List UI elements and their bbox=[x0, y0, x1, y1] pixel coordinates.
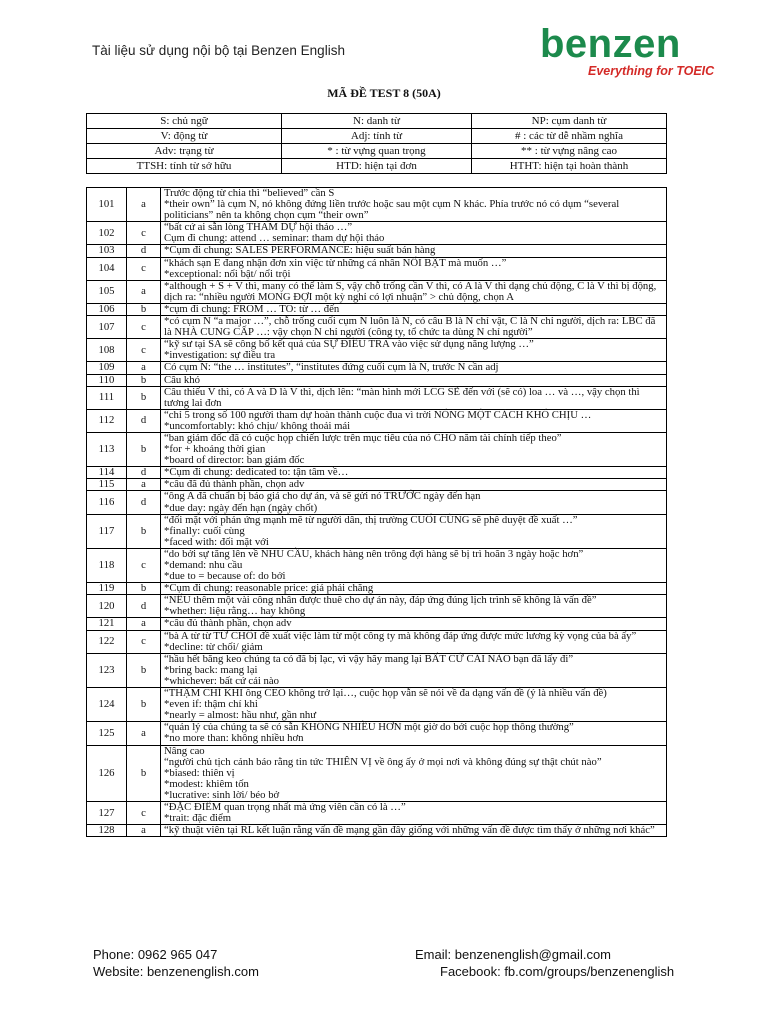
question-number: 103 bbox=[87, 245, 127, 257]
question-number: 110 bbox=[87, 374, 127, 386]
explanation-line: Nâng cao bbox=[164, 744, 205, 757]
explanation-line: “NẾU thêm một vài công nhân được thuê cho dự án này, đáp ứng đúng lịch trình sẽ không là vấn đề” bbox=[164, 594, 597, 607]
explanation-cell bbox=[161, 801, 667, 824]
explanation-line: “do bởi sự tăng lên về NHU CẦU, khách hàng nên trông đợi hàng sẽ bị trì hoãn 3 ngày hoặc hơn” bbox=[164, 547, 584, 560]
page-title: MÃ ĐỀ TEST 8 (50A) bbox=[327, 86, 441, 100]
legend-cell: ** : từ vựng nâng cao bbox=[472, 144, 667, 159]
question-number: 127 bbox=[87, 801, 127, 824]
question-number: 115 bbox=[87, 479, 127, 491]
answer-row bbox=[87, 316, 667, 339]
explanation-cell bbox=[161, 583, 667, 595]
answer-key: a bbox=[127, 479, 161, 491]
answer-row bbox=[87, 595, 667, 618]
explanation-line: *due to = because of: do bởi bbox=[164, 570, 286, 583]
explanation-line: *demand: nhu cầu bbox=[164, 559, 243, 571]
answer-key: c bbox=[127, 630, 161, 653]
explanation-cell bbox=[161, 303, 667, 315]
legend-row bbox=[87, 144, 667, 159]
answer-key: a bbox=[127, 362, 161, 374]
explanation-line: *investigation: sự điều tra bbox=[164, 349, 276, 362]
question-number: 111 bbox=[87, 386, 127, 409]
answer-key: d bbox=[127, 491, 161, 514]
answer-key: d bbox=[127, 409, 161, 432]
question-number: 116 bbox=[87, 491, 127, 514]
explanation-line: “khách sạn E đang nhận đơn xin việc từ những cá nhân NỔI BẬT mà muốn …” bbox=[164, 256, 507, 269]
explanation-line: *no more than: không nhiều hơn bbox=[164, 732, 304, 745]
explanation-line: *their own” là cụm N, nó không đứng liền trước hoặc sau một cụm N khác. Phía trước nó có dụm “several politicians” nên ta không chọn cụm “their own” bbox=[164, 198, 620, 222]
question-number: 117 bbox=[87, 514, 127, 548]
legend-cell: S: chủ ngữ bbox=[87, 114, 282, 129]
explanation-cell bbox=[161, 316, 667, 339]
explanation-cell bbox=[161, 548, 667, 582]
answer-key: b bbox=[127, 432, 161, 466]
explanation-line: *uncomfortably: khó chịu/ không thoải mái bbox=[164, 419, 351, 432]
answer-row bbox=[87, 630, 667, 653]
explanation-line: *câu đã đủ thành phần, chọn adv bbox=[164, 478, 305, 491]
answer-row bbox=[87, 432, 667, 466]
explanation-line: *finally: cuối cùng bbox=[164, 524, 245, 537]
explanation-cell bbox=[161, 514, 667, 548]
explanation-cell bbox=[161, 386, 667, 409]
explanation-line: *bring back: mang lại bbox=[164, 663, 258, 676]
answer-row bbox=[87, 825, 667, 837]
answer-key: c bbox=[127, 548, 161, 582]
question-number: 125 bbox=[87, 722, 127, 745]
answer-key: a bbox=[127, 722, 161, 745]
answer-row bbox=[87, 386, 667, 409]
question-number: 119 bbox=[87, 583, 127, 595]
answer-key: b bbox=[127, 583, 161, 595]
answer-key: c bbox=[127, 222, 161, 245]
question-number: 118 bbox=[87, 548, 127, 582]
answer-row bbox=[87, 188, 667, 222]
question-number: 113 bbox=[87, 432, 127, 466]
logo-wordmark: benzen bbox=[540, 22, 681, 66]
explanation-line: “kỹ sư tại SA sẽ công bố kết quả của SỰ ĐIỀU TRA vào việc sử dụng năng lượng …” bbox=[164, 338, 534, 351]
explanation-line: *faced with: đối mặt với bbox=[164, 535, 269, 548]
explanation-line: Câu khó bbox=[164, 373, 200, 386]
explanation-line: “đối mặt với phản ứng mạnh mẽ từ người dân, thị trường CUỐI CÙNG sẽ phê duyệt đề xuất …” bbox=[164, 513, 578, 526]
explanation-cell bbox=[161, 339, 667, 362]
explanation-line: “kỹ thuật viên tại RL kết luận rằng vấn đề mạng gần đây giống với những vấn đề được tìm thấy ở những nơi khác” bbox=[164, 824, 655, 837]
question-number: 109 bbox=[87, 362, 127, 374]
answer-key: a bbox=[127, 280, 161, 303]
explanation-line: “ĐẶC ĐIỂM quan trọng nhất mà ứng viên cần có là …” bbox=[164, 800, 406, 813]
explanation-line: *whether: liệu rằng… hay không bbox=[164, 605, 306, 618]
answer-table bbox=[86, 187, 667, 837]
legend-cell: NP: cụm danh từ bbox=[472, 114, 667, 129]
explanation-line: *có cụm N “a major …”, chỗ trống cuối cụm N luôn là N, có câu B là N chỉ vật, C là N chỉ người, dịch ra: LBC đã là NHÀ CUNG CẤP …: vậy chọn N chỉ người (công ty, tổ chức ta dùng N chỉ người” bbox=[164, 315, 656, 339]
explanation-line: “người chủ tịch cảnh báo rằng tin tức THIÊN VỊ về ông ấy ở mọi nơi và không đúng sự thật chút nào” bbox=[164, 755, 602, 768]
question-number: 101 bbox=[87, 188, 127, 222]
answer-key: c bbox=[127, 339, 161, 362]
explanation-line: *lucrative: sinh lời/ béo bở bbox=[164, 788, 280, 801]
explanation-cell bbox=[161, 245, 667, 257]
explanation-line: “hầu hết băng keo chúng ta có đã bị lạc, vì vậy hãy mang lại BẤT CỨ CÁI NÀO bạn đã lấy đi” bbox=[164, 652, 574, 665]
answer-row bbox=[87, 653, 667, 687]
footer-email: Email: benzenenglish@gmail.com bbox=[415, 947, 612, 962]
question-number: 128 bbox=[87, 825, 127, 837]
explanation-line: Có cụm N: “the … institutes”, “institutes đứng cuối cụm là N, trước N cần adj bbox=[164, 361, 499, 374]
explanation-line: *trait: đặc điểm bbox=[164, 812, 232, 825]
question-number: 123 bbox=[87, 653, 127, 687]
legend-table bbox=[86, 113, 667, 174]
explanation-cell bbox=[161, 257, 667, 280]
explanation-cell bbox=[161, 374, 667, 386]
explanation-cell bbox=[161, 432, 667, 466]
legend-cell: Adv: trạng từ bbox=[87, 144, 282, 159]
footer-website: Website: benzenenglish.com bbox=[93, 964, 259, 979]
legend-cell: # : các từ dễ nhầm nghĩa bbox=[472, 129, 667, 144]
benzen-logo bbox=[540, 22, 720, 82]
answer-key: b bbox=[127, 514, 161, 548]
answer-row bbox=[87, 303, 667, 315]
explanation-line: *whichever: bất cứ cái nào bbox=[164, 674, 279, 687]
answer-key: b bbox=[127, 374, 161, 386]
question-number: 126 bbox=[87, 745, 127, 801]
explanation-cell bbox=[161, 222, 667, 245]
footer-phone: Phone: 0962 965 047 bbox=[93, 947, 218, 962]
document-note: Tài liệu sử dụng nội bộ tại Benzen English bbox=[92, 43, 345, 58]
answer-row bbox=[87, 548, 667, 582]
answer-key: b bbox=[127, 745, 161, 801]
answer-row bbox=[87, 374, 667, 386]
explanation-cell bbox=[161, 745, 667, 801]
answer-row bbox=[87, 618, 667, 630]
explanation-cell bbox=[161, 618, 667, 630]
legend-cell: V: động từ bbox=[87, 129, 282, 144]
explanation-line: *nearly = almost: hầu như, gần như bbox=[164, 709, 317, 722]
explanation-line: *modest: khiêm tốn bbox=[164, 777, 249, 790]
explanation-line: “bà A từ từ TỪ CHỐI đề xuất việc làm từ một công ty mà không đáp ứng được mức lương kỳ vọng của bà ấy” bbox=[164, 629, 637, 642]
question-number: 121 bbox=[87, 618, 127, 630]
question-number: 107 bbox=[87, 316, 127, 339]
explanation-line: *due day: ngày đến hạn (ngày chốt) bbox=[164, 501, 318, 514]
answer-row bbox=[87, 257, 667, 280]
explanation-line: “ban giám đốc đã có cuộc họp chiến lược trên mục tiêu của nó CHO năm tài chính tiếp theo” bbox=[164, 431, 562, 444]
question-number: 124 bbox=[87, 688, 127, 722]
explanation-line: “THẬM CHÍ KHI ông CEO không trở lại…, cuộc họp vẫn sẽ nói về đa dạng vấn đề (ý là nhiều vấn đề) bbox=[164, 687, 607, 700]
answer-row bbox=[87, 467, 667, 479]
explanation-line: “quản lý của chúng ta sẽ có sẵn KHÔNG NHIỀU HƠN một giờ do bởi cuộc họp thông thường” bbox=[164, 721, 574, 734]
question-number: 108 bbox=[87, 339, 127, 362]
footer-facebook: Facebook: fb.com/groups/benzenenglish bbox=[440, 964, 675, 979]
explanation-cell bbox=[161, 491, 667, 514]
question-number: 120 bbox=[87, 595, 127, 618]
question-number: 122 bbox=[87, 630, 127, 653]
question-number: 102 bbox=[87, 222, 127, 245]
answer-row bbox=[87, 339, 667, 362]
answer-key: a bbox=[127, 618, 161, 630]
explanation-line: *biased: thiên vị bbox=[164, 766, 235, 779]
answer-key: c bbox=[127, 801, 161, 824]
answer-row bbox=[87, 245, 667, 257]
answer-row bbox=[87, 479, 667, 491]
explanation-cell bbox=[161, 825, 667, 837]
question-number: 106 bbox=[87, 303, 127, 315]
explanation-line: *câu đủ thành phần, chọn adv bbox=[164, 617, 292, 630]
legend-cell: Adj: tính từ bbox=[282, 129, 472, 144]
answer-key: d bbox=[127, 467, 161, 479]
explanation-line: Câu thiếu V thì, có A và D là V thì, dịch lên: “màn hình mới LCG SẼ đến với (sẽ có) loa … và …, vậy chọn thì tương lai đơn bbox=[164, 385, 640, 409]
answer-row bbox=[87, 722, 667, 745]
explanation-cell bbox=[161, 409, 667, 432]
logo-tagline: Everything for TOEIC bbox=[588, 64, 715, 78]
answer-key: b bbox=[127, 303, 161, 315]
explanation-line: *board of director: ban giám đốc bbox=[164, 454, 305, 467]
answer-key: b bbox=[127, 653, 161, 687]
explanation-line: Trước động từ chia thì “believed” cần S bbox=[164, 187, 335, 199]
explanation-cell bbox=[161, 479, 667, 491]
answer-row bbox=[87, 745, 667, 801]
answer-key: c bbox=[127, 257, 161, 280]
explanation-cell bbox=[161, 653, 667, 687]
answer-row bbox=[87, 514, 667, 548]
answer-key: b bbox=[127, 386, 161, 409]
question-number: 112 bbox=[87, 409, 127, 432]
explanation-cell bbox=[161, 688, 667, 722]
answer-row bbox=[87, 280, 667, 303]
explanation-line: *for + khoảng thời gian bbox=[164, 443, 266, 456]
explanation-line: *Cụm đi chung: SALES PERFORMANCE: hiệu suất bán hàng bbox=[164, 244, 436, 257]
question-number: 105 bbox=[87, 280, 127, 303]
answer-row bbox=[87, 801, 667, 824]
explanation-line: *decline: từ chối/ giảm bbox=[164, 640, 263, 653]
explanation-line: “bất cứ ai sẵn lòng THAM DỰ hội thảo …” bbox=[164, 221, 353, 234]
legend-cell: * : từ vựng quan trọng bbox=[282, 144, 472, 159]
answer-row bbox=[87, 409, 667, 432]
answer-row bbox=[87, 491, 667, 514]
legend-cell: N: danh từ bbox=[282, 114, 472, 129]
answer-key: a bbox=[127, 825, 161, 837]
explanation-line: *cụm đi chung: FROM … TO: từ … đến bbox=[164, 302, 340, 315]
explanation-cell bbox=[161, 630, 667, 653]
answer-key: c bbox=[127, 316, 161, 339]
answer-row bbox=[87, 362, 667, 374]
legend-cell: HTHT: hiện tại hoàn thành bbox=[472, 159, 667, 174]
explanation-line: *although + S + V thì, many có thể làm S, vậy chỗ trống cần V thì, có A là V thì dạng chủ động, C là V thì bị động, dịch ra: “nhiều người MONG ĐỢI một kỳ nghỉ có lợi nhuận” > chủ động, chọn A bbox=[164, 279, 657, 303]
explanation-cell bbox=[161, 280, 667, 303]
answer-key: b bbox=[127, 688, 161, 722]
explanation-cell bbox=[161, 722, 667, 745]
question-number: 104 bbox=[87, 257, 127, 280]
explanation-line: *Cụm đi chung: dedicated to: tận tâm về… bbox=[164, 466, 349, 479]
explanation-line: *Cụm đi chung: reasonable price: giá phải chăng bbox=[164, 582, 374, 595]
explanation-cell bbox=[161, 467, 667, 479]
explanation-cell bbox=[161, 362, 667, 374]
explanation-line: *even if: thậm chí khi bbox=[164, 698, 258, 711]
explanation-line: *exceptional: nổi bật/ nổi trội bbox=[164, 267, 291, 280]
explanation-line: “chỉ 5 trong số 100 người tham dự hoàn thành cuộc đua vì trời NÓNG MỘT CÁCH KHÓ CHỊU … bbox=[164, 408, 592, 421]
question-number: 114 bbox=[87, 467, 127, 479]
answer-row bbox=[87, 583, 667, 595]
legend-row bbox=[87, 129, 667, 144]
explanation-cell bbox=[161, 595, 667, 618]
answer-row bbox=[87, 222, 667, 245]
legend-cell: TTSH: tính từ sở hữu bbox=[87, 159, 282, 174]
explanation-cell bbox=[161, 188, 667, 222]
explanation-line: “ông A đã chuẩn bị báo giá cho dự án, và sẽ gửi nó TRƯỚC ngày đến hạn bbox=[164, 490, 481, 503]
legend-row bbox=[87, 114, 667, 129]
legend-row bbox=[87, 159, 667, 174]
answer-row bbox=[87, 688, 667, 722]
answer-key: d bbox=[127, 595, 161, 618]
legend-cell: HTD: hiện tại đơn bbox=[282, 159, 472, 174]
explanation-line: Cụm đi chung: attend … seminar: tham dự hội thảo bbox=[164, 232, 385, 245]
answer-key: a bbox=[127, 188, 161, 222]
answer-key: d bbox=[127, 245, 161, 257]
